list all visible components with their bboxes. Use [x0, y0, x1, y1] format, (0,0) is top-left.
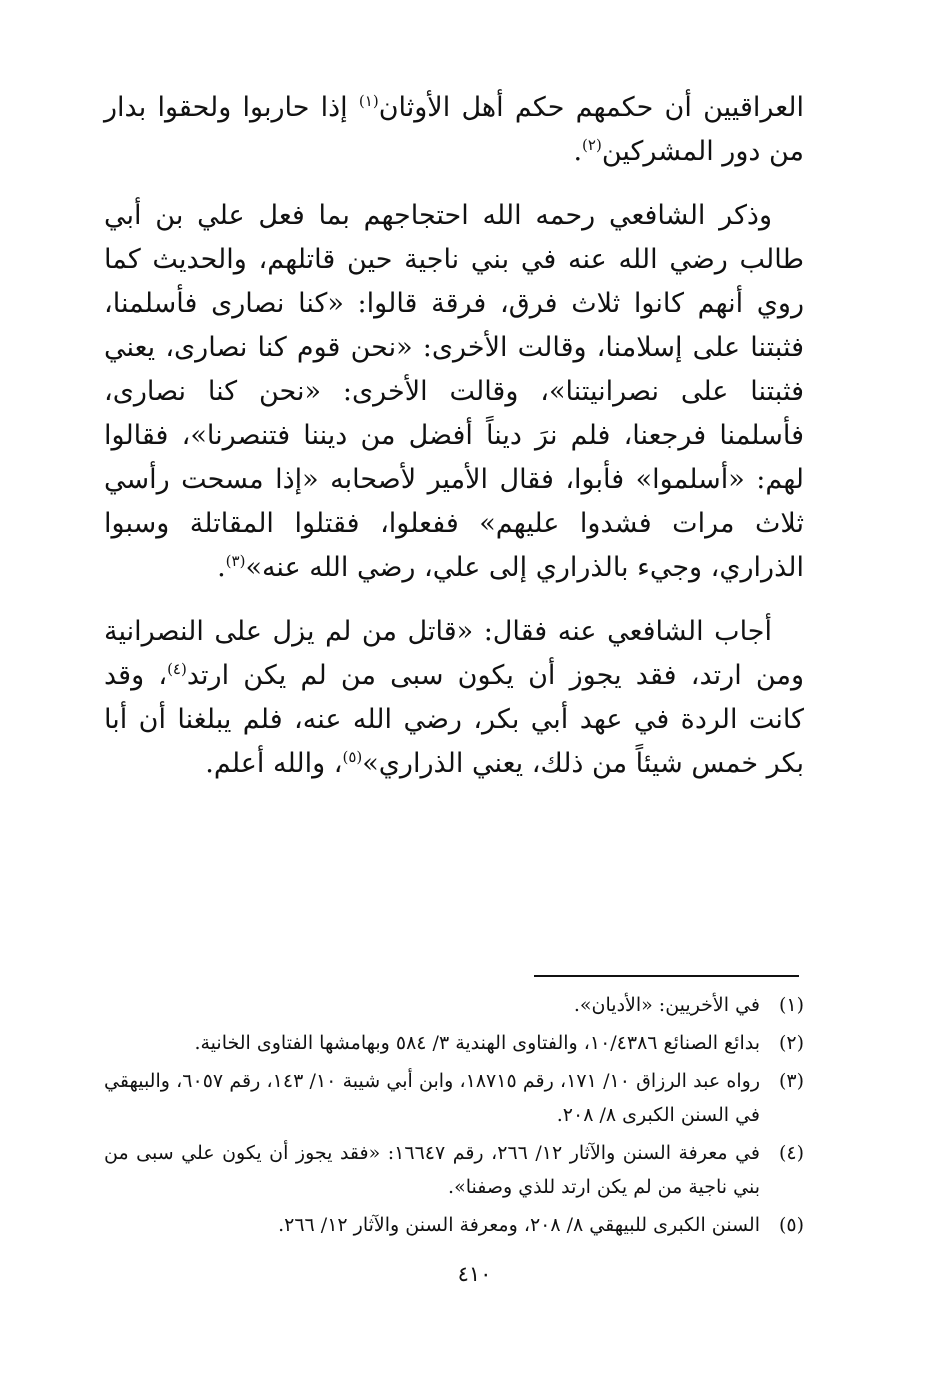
- footnote-text: بدائع الصنائع ١٠/٤٣٨٦، والفتاوى الهندية ٣/ ٥٨٤ وبهامشها الفتاوى الخانية.: [194, 1032, 760, 1054]
- footnote-number: (١): [778, 994, 804, 1016]
- paragraph-1: [104, 86, 804, 174]
- footnote-5: [104, 1208, 804, 1242]
- footnote-2: [104, 1026, 804, 1060]
- footnote-number: (٤): [778, 1142, 804, 1164]
- footnote-separator: [534, 975, 799, 977]
- footnote-number: (٥): [778, 1214, 804, 1236]
- paragraph-2-text-b: .: [217, 552, 226, 583]
- footnote-ref-1: (١): [358, 92, 379, 110]
- footnote-number: (٢): [778, 1032, 804, 1054]
- paragraph-1-text-b: إذا حاربوا ولحقوا بدار من دور المشركين: [104, 92, 804, 167]
- main-text: [104, 86, 804, 806]
- paragraph-2-text-a: وذكر الشافعي رحمه الله احتجاجهم بما فعل علي بن أبي طالب رضي الله عنه في بني ناجية حين قاتلهم، والحديث كما روي أنهم كانوا ثلاث فرق، فرقة قالوا: «كنا نصارى فأسلمنا، فثبتنا على إسلامنا، وقالت الأخرى: «نحن قوم كنا نصارى، يعني فثبتنا على نصرانيتنا»، وقالت الأخرى: «نحن كنا نصارى، فأسلمنا فرجعنا، فلم نرَ ديناً أفضل من ديننا فتنصرنا»، فقالوا لهم: «أسلموا» فأبوا، فقال الأمير لأصحابه «إذا مسحت رأسي ثلاث مرات فشدوا عليهم» ففعلوا، فقتلوا المقاتلة وسبوا الذراري، وجيء بالذراري إلى علي، رضي الله عنه»: [104, 200, 804, 583]
- footnote-4: [104, 1136, 804, 1204]
- footnote-text: رواه عبد الرزاق ١٠/ ١٧١، رقم ١٨٧١٥، وابن أبي شيبة ١٠/ ١٤٣، رقم ٦٠٥٧، والبيهقي في السنن الكبرى ٨/ ٢٠٨.: [104, 1070, 761, 1126]
- footnote-number: (٣): [778, 1070, 804, 1092]
- footnote-3: [104, 1064, 804, 1132]
- paragraph-1-text-a: العراقيين أن حكمهم حكم أهل الأوثان: [378, 92, 804, 123]
- paragraph-3-text-a: أجاب الشافعي عنه فقال: «قاتل من لم يزل على النصرانية ومن ارتد، فقد يجوز أن يكون سبى من لم يكن ارتد: [104, 616, 804, 691]
- paragraph-3: [104, 610, 804, 786]
- footnote-ref-5: (٥): [342, 748, 363, 766]
- paragraph-2: [104, 194, 804, 590]
- footnote-text: السنن الكبرى للبيهقي ٨/ ٢٠٨، ومعرفة السنن والآثار ١٢/ ٢٦٦.: [278, 1214, 760, 1236]
- footnote-ref-4: (٤): [167, 660, 187, 678]
- footnote-ref-3: (٣): [225, 552, 246, 570]
- footnote-text: في معرفة السنن والآثار ١٢/ ٢٦٦، رقم ١٦٦٤٧: «فقد يجوز أن يكون علي سبى من بني ناجية من لم يكن ارتد للذي وصفنا».: [104, 1142, 760, 1198]
- paragraph-3-text-c: ، والله أعلم.: [205, 748, 343, 779]
- footnote-ref-2: (٢): [582, 136, 602, 154]
- footnote-1: [104, 988, 804, 1022]
- paragraph-3-text-b: ، وقد كانت الردة في عهد أبي بكر، رضي الله عنه، فلم يبلغنا أن أبا بكر خمس شيئاً من ذلك، يعني الذراري»: [104, 660, 804, 779]
- page-number: ٤١٠: [457, 1262, 492, 1286]
- footnote-text: في الأخريين: «الأديان».: [573, 994, 760, 1016]
- footnotes: [104, 988, 804, 1246]
- paragraph-1-text-c: .: [573, 136, 583, 167]
